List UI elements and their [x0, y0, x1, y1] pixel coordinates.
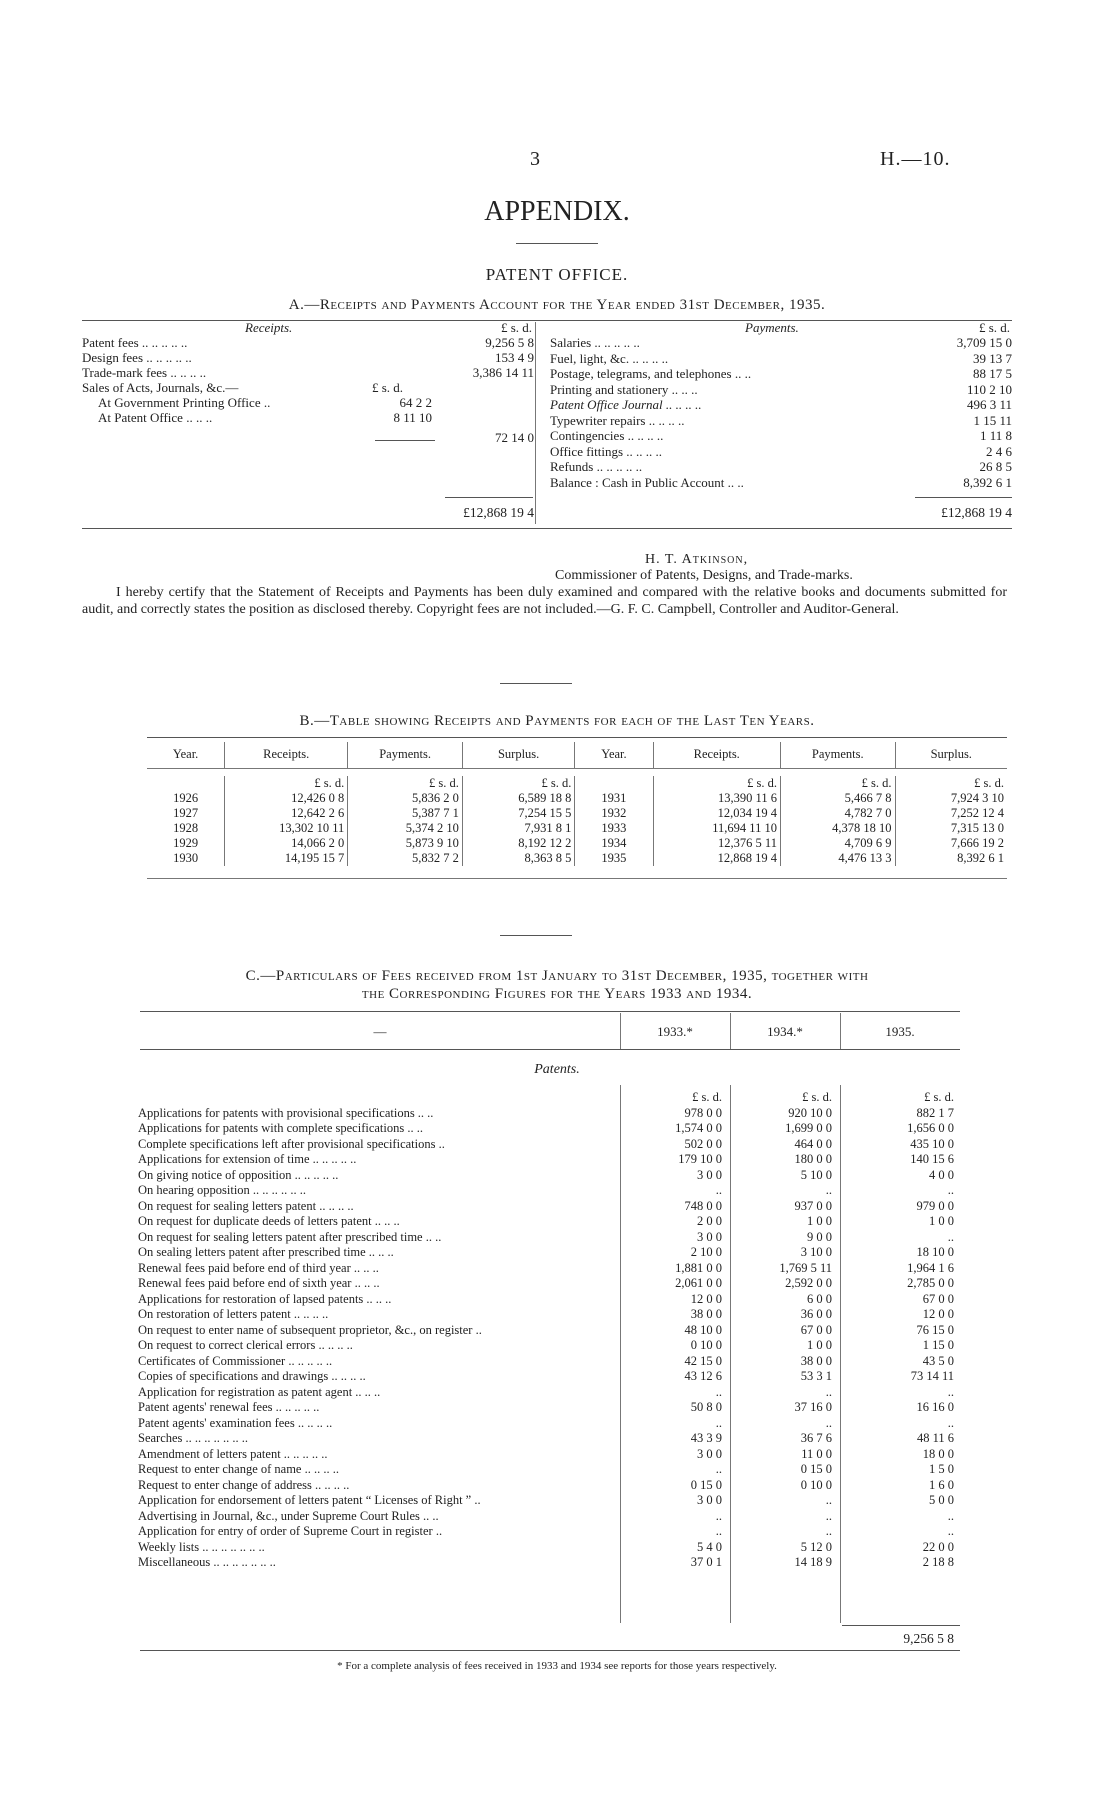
- table-header-row: Year. Receipts. Payments. Surplus. Year. Receipts. Payments. Surplus.: [147, 742, 1007, 768]
- table-row: [138, 1183, 960, 1199]
- payment-row: Fuel, light, &c. .. .. .. .. 39 13 7: [550, 350, 1012, 366]
- fee-amount: 0 10 0: [690, 1338, 722, 1352]
- fee-amount: 43 5 0: [922, 1353, 954, 1368]
- fee-amount: 37 0 1: [690, 1555, 722, 1569]
- fee-amount: ..: [947, 1183, 954, 1197]
- fee-amount: 9 0 0: [807, 1229, 832, 1244]
- table-row: [138, 1385, 960, 1401]
- fee-amount: ..: [825, 1384, 832, 1399]
- fee-amount: 882 1 7: [916, 1105, 954, 1120]
- payment-row: Office fittings .. .. .. .. 2 4 6: [550, 443, 1012, 459]
- fee-amount: 2 0 0: [697, 1214, 722, 1228]
- table-row: [138, 1478, 960, 1494]
- section-a-heading: A.—Receipts and Payments Account for the Year ended 31st December, 1935.: [288, 297, 826, 313]
- subtotal-rule: [375, 440, 435, 441]
- fee-amount: 1,656 0 0: [907, 1121, 954, 1135]
- table-row: 1928 13,302 10 11 5,374 2 10 7,931 8 1 1933 11,694 11 10 4,378 18 10 7,315 13 0: [147, 821, 1007, 836]
- fee-amount: 180 0 0: [794, 1152, 832, 1166]
- section-c-heading-line2: the Corresponding Figures for the Years 1933 and 1934.: [361, 986, 753, 1002]
- fee-amount: 14 18 9: [794, 1555, 832, 1569]
- fees-total-1935: 9,256 5 8: [903, 1631, 954, 1646]
- document-reference: H.—10.: [880, 148, 951, 170]
- divider: [82, 528, 1012, 529]
- table-row: [138, 1431, 960, 1447]
- fee-amount: 3 0 0: [697, 1229, 722, 1244]
- fee-amount: 748 0 0: [684, 1198, 722, 1213]
- fee-description: Application for entry of order of Supreme Court in register ..: [138, 1524, 443, 1538]
- fee-amount: ..: [825, 1524, 832, 1538]
- fee-amount: 18 0 0: [922, 1446, 954, 1461]
- signatory-name: H. T. Atkinson,: [645, 552, 749, 567]
- fee-amount: 2,592 0 0: [785, 1276, 832, 1290]
- table-row: [138, 1400, 960, 1416]
- fee-amount: 5 12 0: [800, 1539, 832, 1554]
- lsd-header-row: £ s. d. £ s. d. £ s. d. £ s. d. £ s. d. £ s. d.: [147, 776, 1007, 791]
- fee-amount: 67 0 0: [922, 1291, 954, 1306]
- sales-subtotal: 72 14 0: [495, 430, 534, 445]
- fee-amount: 48 10 0: [684, 1322, 722, 1337]
- fee-amount: ..: [947, 1229, 954, 1244]
- fee-amount: 3 10 0: [800, 1245, 832, 1259]
- fee-amount: 38 0 0: [800, 1353, 832, 1368]
- table-row: [138, 1292, 960, 1308]
- receipts-lsd-header: £ s. d.: [500, 320, 532, 335]
- ten-year-table: [147, 742, 1007, 879]
- fee-amount: 1,574 0 0: [675, 1121, 722, 1135]
- fee-description: Patent agents' renewal fees .. .. .. .. ..: [138, 1400, 320, 1414]
- receipt-row: Design fees .. .. .. .. .. 153 4 9: [82, 350, 534, 365]
- fee-amount: 502 0 0: [684, 1136, 722, 1151]
- fee-amount: ..: [715, 1524, 722, 1538]
- fee-amount: ..: [715, 1384, 722, 1399]
- fee-amount: 53 3 1: [800, 1369, 832, 1383]
- fee-amount: 1 6 0: [929, 1477, 954, 1492]
- fee-description: Applications for patents with provisional specifications .. ..: [138, 1105, 434, 1120]
- fee-amount: ..: [947, 1508, 954, 1523]
- table-row: [138, 1509, 960, 1525]
- fee-description: Copies of specifications and drawings .. .. .. ..: [138, 1369, 366, 1383]
- fee-amount: 1,964 1 6: [907, 1260, 954, 1275]
- fee-amount: ..: [947, 1384, 954, 1399]
- table-row: [138, 1447, 960, 1463]
- table-row: [138, 1168, 960, 1184]
- fee-description: Certificates of Commissioner .. .. .. .. ..: [138, 1353, 333, 1368]
- fee-amount: 5 4 0: [697, 1539, 722, 1554]
- fee-amount: 4 0 0: [929, 1167, 954, 1182]
- receipt-row: At Patent Office .. .. .. 8 11 10: [98, 410, 432, 425]
- fee-amount: ..: [825, 1508, 832, 1523]
- table-row: [138, 1245, 960, 1261]
- fee-amount: 140 15 6: [910, 1152, 954, 1166]
- divider: [516, 243, 598, 244]
- fee-amount: 3 0 0: [697, 1167, 722, 1182]
- fee-description: Applications for patents with complete specifications .. ..: [138, 1121, 423, 1135]
- fee-amount: ..: [825, 1415, 832, 1430]
- fee-description: Application for registration as patent agent .. .. ..: [138, 1384, 381, 1399]
- payment-row: Contingencies .. .. .. .. 1 11 8: [550, 428, 1012, 443]
- receipts-list: [82, 335, 534, 425]
- fee-amount: 1 15 0: [922, 1338, 954, 1352]
- fee-amount: 36 0 0: [800, 1307, 832, 1321]
- footnote: * For a complete analysis of fees received in 1933 and 1934 see reports for those years respectively.: [337, 1660, 777, 1672]
- section-b-heading: B.—Table showing Receipts and Payments for each of the Last Ten Years.: [299, 713, 815, 729]
- table-row: [138, 1199, 960, 1215]
- fee-amount: ..: [715, 1508, 722, 1523]
- fee-description: On request for sealing letters patent after prescribed time .. ..: [138, 1229, 442, 1244]
- fee-amount: 5 0 0: [929, 1493, 954, 1507]
- fee-description: Searches .. .. .. .. .. .. ..: [138, 1431, 249, 1445]
- column-header-1934: 1934.*: [767, 1024, 803, 1039]
- fee-amount: 1 5 0: [929, 1462, 954, 1476]
- fee-amount: 3 0 0: [697, 1493, 722, 1507]
- table-row: 1927 12,642 2 6 5,387 7 1 7,254 15 5 1932 12,034 19 4 4,782 7 0 7,252 12 4: [147, 806, 1007, 821]
- column-header-1935: 1935.: [885, 1024, 915, 1039]
- fee-amount: 1 0 0: [807, 1214, 832, 1228]
- fee-amount: 1,699 0 0: [785, 1121, 832, 1135]
- fee-amount: 920 10 0: [788, 1105, 832, 1120]
- fee-amount: 43 3 9: [690, 1431, 722, 1445]
- fee-description: Renewal fees paid before end of third year .. .. ..: [138, 1260, 379, 1275]
- table-row: [138, 1493, 960, 1509]
- fee-amount: ..: [715, 1415, 722, 1430]
- receipt-row: At Government Printing Office .. 64 2 2: [98, 395, 432, 410]
- table-row: [138, 1106, 960, 1122]
- table-row: [138, 1338, 960, 1354]
- total-rule: [915, 497, 1012, 498]
- divider: [500, 935, 572, 936]
- fee-description: Amendment of letters patent .. .. .. .. ..: [138, 1446, 328, 1461]
- fee-description: Renewal fees paid before end of sixth year .. .. ..: [138, 1276, 380, 1290]
- fee-amount: ..: [825, 1493, 832, 1507]
- fee-description: Advertising in Journal, &c., under Supreme Court Rules .. ..: [138, 1508, 439, 1523]
- patents-subheading: Patents.: [534, 1062, 580, 1077]
- fee-amount: 37 16 0: [794, 1400, 832, 1414]
- fee-amount: 179 10 0: [678, 1152, 722, 1166]
- section-c-heading-line1: C.—Particulars of Fees received from 1st January to 31st December, 1935, together with: [245, 968, 869, 984]
- fee-amount: 3 0 0: [697, 1446, 722, 1461]
- table-row: [138, 1261, 960, 1277]
- fee-amount: 1 0 0: [929, 1214, 954, 1228]
- page-title: APPENDIX.: [484, 196, 630, 227]
- fee-amount: 12 0 0: [922, 1307, 954, 1321]
- fee-description: Miscellaneous .. .. .. .. .. .. ..: [138, 1555, 276, 1569]
- fee-description: Complete specifications left after provisional specifications ..: [138, 1136, 445, 1151]
- fee-amount: 978 0 0: [684, 1105, 722, 1120]
- payments-label: Payments.: [745, 320, 799, 335]
- receipt-row: Trade-mark fees .. .. .. .. 3,386 14 11: [82, 365, 534, 380]
- table-row: [138, 1121, 960, 1137]
- fee-description: On request for duplicate deeds of letters patent .. .. ..: [138, 1214, 400, 1228]
- payment-row: Typewriter repairs .. .. .. .. 1 15 11: [550, 412, 1012, 428]
- fee-amount: 38 0 0: [690, 1307, 722, 1321]
- fee-amount: 18 10 0: [916, 1245, 954, 1259]
- fee-description: Applications for extension of time .. .. .. .. ..: [138, 1152, 357, 1166]
- table-row: [138, 1540, 960, 1556]
- fee-description: Request to enter change of name .. .. .. ..: [138, 1462, 339, 1476]
- table-row: [138, 1230, 960, 1246]
- office-title: PATENT OFFICE.: [485, 265, 629, 284]
- table-row: [138, 1214, 960, 1230]
- fee-amount: 979 0 0: [916, 1198, 954, 1213]
- fee-amount: 16 16 0: [916, 1400, 954, 1414]
- fee-description: On hearing opposition .. .. .. .. .. ..: [138, 1183, 307, 1197]
- fee-description: On request for sealing letters patent .. .. .. ..: [138, 1198, 354, 1213]
- fee-description: Applications for restoration of lapsed patents .. .. ..: [138, 1291, 392, 1306]
- table-row: [138, 1354, 960, 1370]
- fee-amount: 73 14 11: [910, 1369, 954, 1383]
- fee-amount: ..: [715, 1183, 722, 1197]
- divider: [147, 737, 1007, 738]
- receipts-total: £12,868 19 4: [463, 505, 534, 520]
- fee-amount: 0 10 0: [800, 1477, 832, 1492]
- table-row: [138, 1276, 960, 1292]
- fee-amount: 1 0 0: [807, 1338, 832, 1352]
- payment-row: Patent Office Journal .. .. .. .. 496 3 11: [550, 397, 1012, 412]
- table-row: [138, 1555, 960, 1571]
- fee-amount: 67 0 0: [800, 1322, 832, 1337]
- fee-description: Weekly lists .. .. .. .. .. .. ..: [138, 1539, 265, 1554]
- table-row: [138, 1137, 960, 1153]
- fee-amount: ..: [947, 1524, 954, 1538]
- table-row: [138, 1524, 960, 1540]
- table-row: 1930 14,195 15 7 5,832 7 2 8,363 8 5 1935 12,868 19 4 4,476 13 3 8,392 6 1: [147, 851, 1007, 866]
- receipt-row: Patent fees .. .. .. .. .. 9,256 5 8: [82, 335, 534, 350]
- table-row: 1929 14,066 2 0 5,873 9 10 8,192 12 2 1934 12,376 5 11 4,709 6 9 7,666 19 2: [147, 836, 1007, 851]
- fee-description: Request to enter change of address .. .. .. ..: [138, 1477, 350, 1492]
- divider: [82, 320, 1012, 321]
- table-row: [138, 1307, 960, 1323]
- table-row: 1926 12,426 0 8 5,836 2 0 6,589 18 8 1931 13,390 11 6 5,466 7 8 7,924 3 10: [147, 791, 1007, 806]
- fee-amount: 36 7 6: [800, 1431, 832, 1445]
- divider: [500, 683, 572, 684]
- fee-amount: 50 8 0: [690, 1400, 722, 1414]
- fee-description: On request to enter name of subsequent proprietor, &c., on register ..: [138, 1322, 482, 1337]
- total-rule: [445, 497, 533, 498]
- fee-amount: ..: [947, 1415, 954, 1430]
- fee-amount: 11 0 0: [801, 1446, 832, 1461]
- signatory-title: Commissioner of Patents, Designs, and Trade-marks.: [555, 568, 853, 583]
- fee-description: On restoration of letters patent .. .. .. ..: [138, 1307, 329, 1321]
- fee-amount: 48 11 6: [916, 1431, 954, 1445]
- fee-amount: 5 10 0: [800, 1167, 832, 1182]
- fee-description: On sealing letters patent after prescribed time .. .. ..: [138, 1245, 394, 1259]
- fee-description: Application for endorsement of letters patent “ Licenses of Right ” ..: [138, 1493, 481, 1507]
- fee-amount: 1,769 5 11: [779, 1260, 832, 1275]
- receipts-label: Receipts.: [245, 320, 293, 335]
- fee-amount: 937 0 0: [794, 1198, 832, 1213]
- fee-amount: 2,061 0 0: [675, 1276, 722, 1290]
- fee-amount: ..: [715, 1462, 722, 1476]
- fee-amount: 42 15 0: [684, 1353, 722, 1368]
- fee-amount: 6 0 0: [807, 1291, 832, 1306]
- fee-description: On giving notice of opposition .. .. .. .. ..: [138, 1167, 339, 1182]
- fee-amount: 0 15 0: [690, 1477, 722, 1492]
- fee-amount: 2 10 0: [690, 1245, 722, 1259]
- divider: [140, 1650, 960, 1651]
- fee-amount: 43 12 6: [684, 1369, 722, 1383]
- payments-total: £12,868 19 4: [941, 505, 1012, 520]
- audit-certificate: I hereby certify that the Statement of Receipts and Payments has been duly examined and compared with the relative books and documents submitted for audit, and correctly states the position as disclosed thereby. Copyright fees are not included.—G. F. C. Campbell, Controller and Auditor-General.: [82, 585, 1007, 617]
- payments-list: [550, 335, 1012, 490]
- fee-amount: 12 0 0: [690, 1291, 722, 1306]
- payment-row: Printing and stationery .. .. .. 110 2 10: [550, 381, 1012, 397]
- fee-amount: 464 0 0: [794, 1136, 832, 1151]
- divider: [140, 1049, 960, 1050]
- total-rule: [842, 1625, 960, 1626]
- fee-amount: 0 15 0: [800, 1462, 832, 1476]
- payment-row: Salaries .. .. .. .. .. 3,709 15 0: [550, 335, 1012, 350]
- payment-row: Refunds .. .. .. .. .. 26 8 5: [550, 459, 1012, 474]
- column-header-blank: —: [373, 1024, 387, 1039]
- payments-lsd-header: £ s. d.: [978, 320, 1010, 335]
- table-row: [138, 1416, 960, 1432]
- lsd-header-row: £ s. d. £ s. d. £ s. d.: [692, 1090, 954, 1104]
- divider: [140, 1011, 960, 1012]
- column-header-1933: 1933.*: [657, 1024, 693, 1039]
- fee-amount: 435 10 0: [910, 1136, 954, 1151]
- table-row: [138, 1369, 960, 1385]
- fee-amount: ..: [825, 1183, 832, 1197]
- table-row: [138, 1462, 960, 1478]
- fee-amount: 76 15 0: [916, 1322, 954, 1337]
- payment-row: Balance : Cash in Public Account .. .. 8,392 6 1: [550, 474, 1012, 490]
- table-row: [138, 1323, 960, 1339]
- column-divider: [535, 322, 536, 524]
- page-number: 3: [530, 148, 540, 170]
- fee-amount: 2 18 8: [922, 1555, 954, 1569]
- fee-description: Patent agents' examination fees .. .. .. ..: [138, 1415, 333, 1430]
- fee-amount: 1,881 0 0: [675, 1260, 722, 1275]
- fee-amount: 2,785 0 0: [907, 1276, 954, 1290]
- receipt-row: Sales of Acts, Journals, &c.— £ s. d.: [82, 380, 404, 395]
- fee-amount: 22 0 0: [922, 1539, 954, 1554]
- fee-description: On request to correct clerical errors .. .. .. ..: [138, 1338, 353, 1352]
- table-row: [138, 1152, 960, 1168]
- fees-table: [138, 1090, 960, 1571]
- payment-row: Postage, telegrams, and telephones .. .. 88 17 5: [550, 366, 1012, 381]
